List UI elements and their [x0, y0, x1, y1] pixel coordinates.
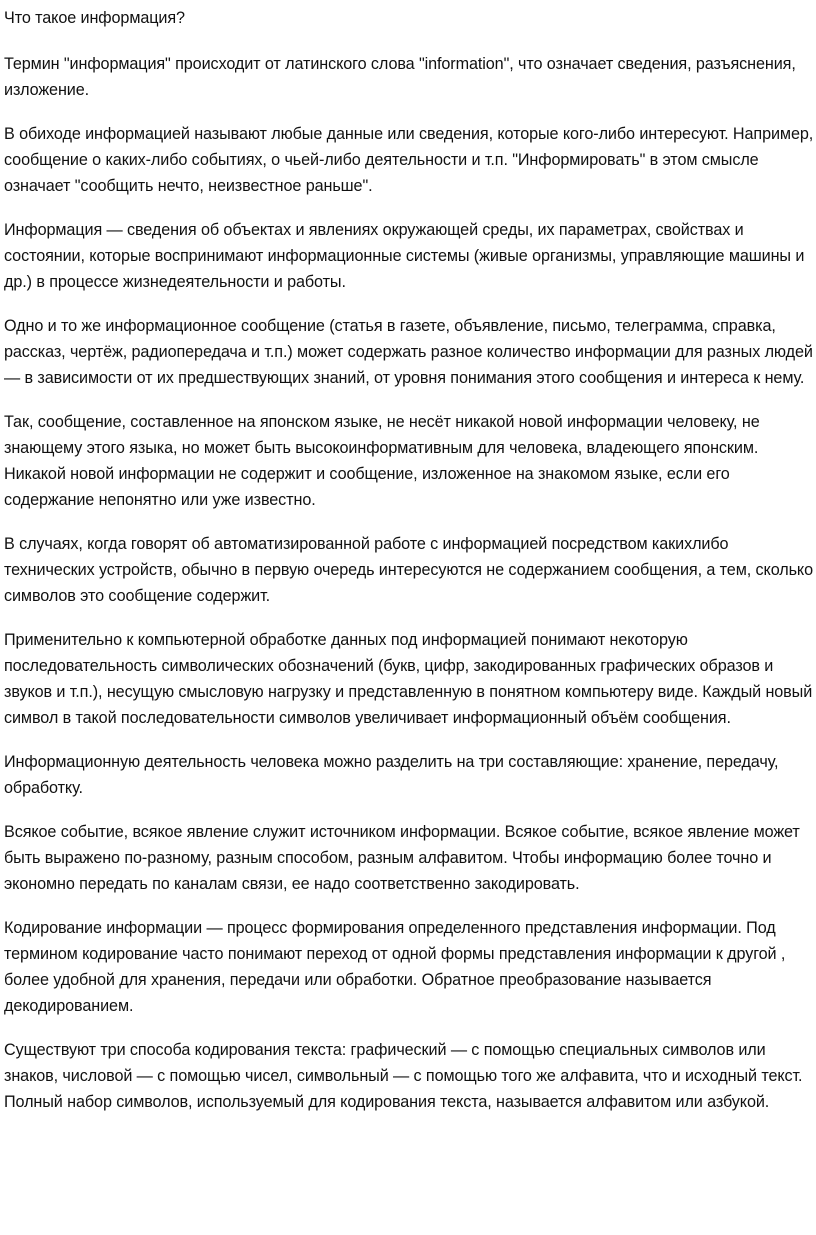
paragraph-encoding-methods: Существуют три способа кодирования текста: графический — с помощью специальных символов или знаков, числовой — с помощью чисел, символьный — с помощью того же алфавита, что и исходный текст. Полный набор символов, используемый для кодирования текста, называется алфавитом или азбукой.: [4, 1041, 803, 1111]
document-title: Что такое информация?: [4, 9, 185, 27]
paragraph-automated-work: В случаях, когда говорят об автоматизированной работе с информацией посредством какихлибо технических устройств, обычно в первую очередь интересуются не содержанием сообщения, а тем, сколько символов это сообщение содержит.: [4, 535, 813, 605]
paragraph-everyday-meaning: В обиходе информацией называют любые данные или сведения, которые кого-либо интересуют. Например, сообщение о каких-либо событиях, о чьей-либо деятельности и т.п. "Информировать" в этом смысле означает "сообщить нечто, неизвестное раньше".: [4, 125, 814, 195]
paragraph-encoding-definition: Кодирование информации — процесс формирования определенного представления информации. Под термином кодирование часто понимают переход от одной формы представления информации к другой , более удобной для хранения, передачи или обработки. Обратное преобразование называется декодированием.: [4, 919, 786, 1015]
paragraph-term-origin: Термин "информация" происходит от латинского слова "information", что означает сведения, разъяснения, изложение.: [4, 55, 796, 99]
paragraph-same-message: Одно и то же информационное сообщение (статья в газете, объявление, письмо, телеграмма, справка, рассказ, чертёж, радиопередача и т.п.) может содержать разное количество информации для разных людей — в зависимости от их предшествующих знаний, от уровня понимания этого сообщения и интереса к нему.: [4, 317, 813, 387]
paragraph-information-activity: Информационную деятельность человека можно разделить на три составляющие: хранение, передачу, обработку.: [4, 753, 779, 797]
paragraph-japanese-example: Так, сообщение, составленное на японском языке, не несёт никакой новой информации человеку, не знающему этого языка, но может быть высокоинформативным для человека, владеющего японским. Никакой новой информации не содержит и сообщение, изложенное на знакомом языке, если его содержание непонятно или уже известно.: [4, 413, 760, 509]
paragraph-computer-processing: Применительно к компьютерной обработке данных под информацией понимают некоторую последовательность символических обозначений (букв, цифр, закодированных графических образов и звуков и т.п.), несущую смысловую нагрузку и представленную в понятном компьютеру виде. Каждый новый символ в такой последовательности символов увеличивает информационный объём сообщения.: [4, 631, 813, 727]
paragraph-event-source: Всякое событие, всякое явление служит источником информации. Всякое событие, всякое явление может быть выражено по-разному, разным способом, разным алфавитом. Чтобы информацию более точно и экономно передать по каналам связи, ее надо соответственно закодировать.: [4, 823, 800, 893]
paragraph-definition: Информация — сведения об объектах и явлениях окружающей среды, их параметрах, свойствах и состоянии, которые воспринимают информационные системы (живые организмы, управляющие машины и др.) в процессе жизнедеятельности и работы.: [4, 221, 805, 291]
